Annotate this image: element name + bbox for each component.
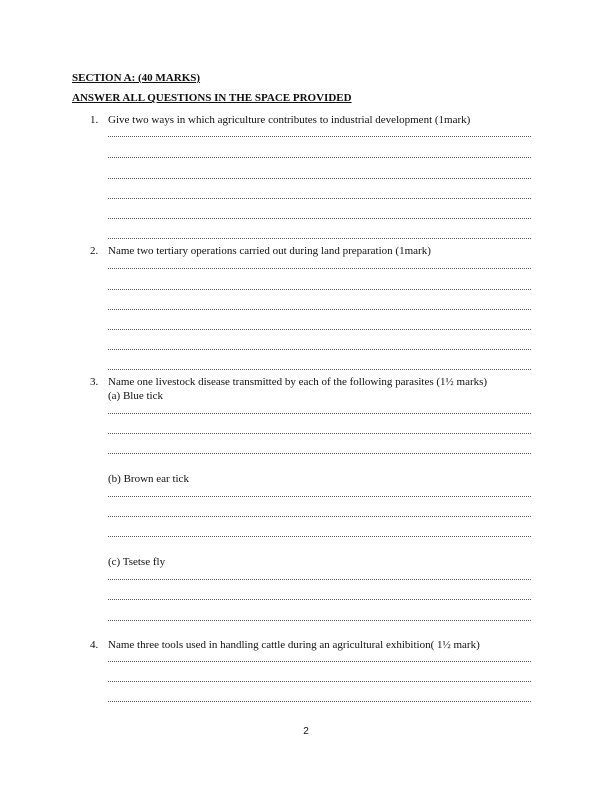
answer-line[interactable] — [108, 349, 531, 350]
sub-question-a: (a) Blue tick — [108, 390, 163, 402]
sub-question-c: (c) Tsetse fly — [108, 556, 166, 568]
question-text: Name two tertiary operations carried out during land preparation (1mark) — [108, 245, 431, 257]
answer-line[interactable] — [108, 157, 531, 158]
answer-line[interactable] — [108, 681, 531, 682]
instruction-heading: ANSWER ALL QUESTIONS IN THE SPACE PROVIDED — [72, 92, 352, 104]
answer-line[interactable] — [108, 329, 531, 330]
answer-line[interactable] — [108, 238, 531, 239]
answer-line[interactable] — [108, 453, 531, 454]
question-text: Give two ways in which agriculture contributes to industrial development (1mark) — [108, 114, 471, 126]
answer-line[interactable] — [108, 433, 531, 434]
question-number: 4. — [90, 639, 99, 651]
section-title: SECTION A: (40 MARKS) — [72, 72, 201, 84]
question-text: Name three tools used in handling cattle during an agricultural exhibition( 1½ mark) — [108, 639, 480, 651]
answer-line[interactable] — [108, 309, 531, 310]
answer-line[interactable] — [108, 369, 531, 370]
answer-line[interactable] — [108, 516, 531, 517]
answer-line[interactable] — [108, 289, 531, 290]
question-number: 2. — [90, 245, 99, 257]
answer-line[interactable] — [108, 268, 531, 269]
answer-line[interactable] — [108, 413, 531, 414]
question-number: 3. — [90, 376, 99, 388]
answer-line[interactable] — [108, 599, 531, 600]
answer-line[interactable] — [108, 496, 531, 497]
answer-line[interactable] — [108, 198, 531, 199]
answer-line[interactable] — [108, 701, 531, 702]
answer-line[interactable] — [108, 579, 531, 580]
answer-line[interactable] — [108, 536, 531, 537]
answer-line[interactable] — [108, 661, 531, 662]
answer-line[interactable] — [108, 620, 531, 621]
answer-line[interactable] — [108, 136, 531, 137]
answer-line[interactable] — [108, 178, 531, 179]
page-number: 2 — [303, 726, 309, 737]
question-text: Name one livestock disease transmitted by each of the following parasites (1½ marks) — [108, 376, 488, 388]
question-number: 1. — [90, 114, 99, 126]
sub-question-b: (b) Brown ear tick — [108, 473, 189, 485]
answer-line[interactable] — [108, 218, 531, 219]
